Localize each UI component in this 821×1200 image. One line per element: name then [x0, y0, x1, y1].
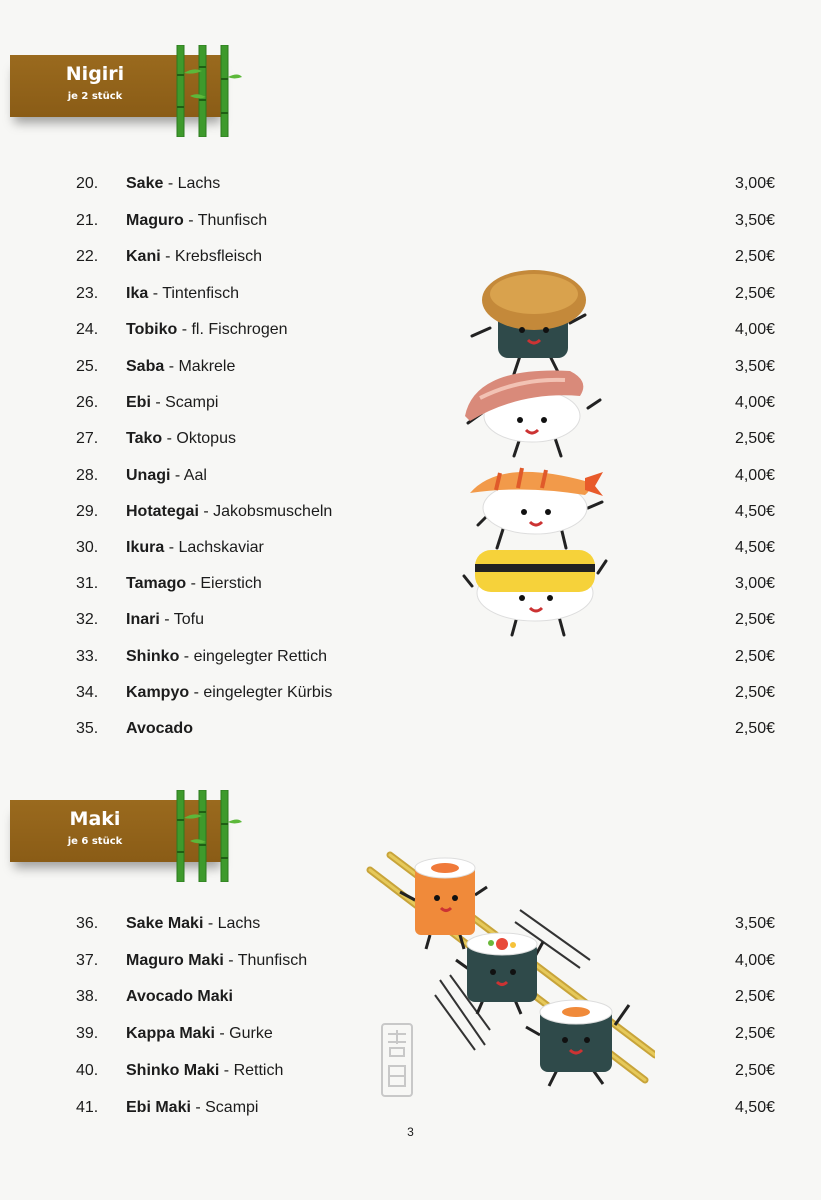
item-price: 4,50€: [734, 539, 775, 556]
item-number: 29.: [76, 503, 99, 520]
item-price: 3,50€: [734, 212, 775, 229]
item-number: 20.: [76, 175, 99, 192]
item-price: 2,50€: [734, 611, 775, 628]
menu-item: [0, 609, 821, 631]
item-number: 41.: [76, 1099, 99, 1116]
separator: -: [198, 503, 214, 520]
item-description: Gurke: [229, 1025, 273, 1042]
separator: -: [203, 915, 218, 932]
item-number: 24.: [76, 321, 99, 338]
item-description: Lachs: [177, 175, 221, 192]
item-number: 39.: [76, 1025, 99, 1042]
separator: -: [219, 1062, 234, 1079]
item-description: fl. Fischrogen: [191, 321, 288, 338]
item-name: Kampyo: [126, 684, 190, 701]
item-price: 2,50€: [734, 285, 775, 302]
item-description: Oktopus: [176, 430, 236, 447]
item-number: 35.: [76, 720, 99, 737]
item-number: 37.: [76, 952, 99, 969]
menu-item: [0, 465, 821, 487]
separator: -: [159, 611, 174, 628]
separator: -: [183, 212, 198, 229]
separator: -: [190, 1099, 206, 1116]
menu-item: [0, 428, 821, 450]
item-number: 27.: [76, 430, 99, 447]
item-name: Ika: [126, 285, 149, 302]
item-description: Krebsfleisch: [174, 248, 263, 265]
item-number: 36.: [76, 915, 99, 932]
item-price: 2,50€: [734, 684, 775, 701]
item-number: 38.: [76, 988, 99, 1005]
item-price: 2,50€: [734, 430, 775, 447]
menu-item: [0, 646, 821, 668]
menu-item: [0, 283, 821, 305]
bamboo-icon: [165, 790, 245, 882]
menu-item: [0, 718, 821, 740]
item-description: Lachs: [217, 915, 261, 932]
item-description: Tintenfisch: [162, 285, 239, 302]
item-price: 4,00€: [734, 394, 775, 411]
menu-item: [0, 537, 821, 559]
menu-item: [0, 173, 821, 195]
bamboo-icon: [165, 45, 245, 137]
item-description: Tofu: [173, 611, 204, 628]
item-description: Scampi: [165, 394, 219, 411]
item-name: Maguro: [126, 212, 184, 229]
item-description: eingelegter Kürbis: [203, 684, 333, 701]
item-name: Hotategai: [126, 503, 199, 520]
menu-item: [0, 319, 821, 341]
separator: -: [164, 539, 179, 556]
item-number: 22.: [76, 248, 99, 265]
item-name: Inari: [126, 611, 160, 628]
item-price: 4,50€: [734, 1099, 775, 1116]
item-price: 2,50€: [734, 988, 775, 1005]
item-price: 3,50€: [734, 358, 775, 375]
menu-item: [0, 356, 821, 378]
item-number: 21.: [76, 212, 99, 229]
item-number: 23.: [76, 285, 99, 302]
item-name: Kappa Maki: [126, 1025, 215, 1042]
section-title: Nigiri: [65, 63, 125, 85]
nigiri-stack-illustration: [460, 268, 610, 643]
item-description: Aal: [183, 467, 207, 484]
item-price: 4,00€: [734, 952, 775, 969]
separator: -: [170, 467, 184, 484]
item-description: Rettich: [233, 1062, 284, 1079]
item-number: 25.: [76, 358, 99, 375]
item-number: 31.: [76, 575, 99, 592]
separator: -: [189, 684, 204, 701]
item-name: Ebi Maki: [126, 1099, 191, 1116]
item-price: 2,50€: [734, 648, 775, 665]
item-description: eingelegter Rettich: [193, 648, 327, 665]
maki-section-banner: [10, 800, 225, 862]
menu-item: [0, 682, 821, 704]
item-name: Avocado: [126, 720, 193, 737]
menu-item: [0, 246, 821, 268]
menu-item: [0, 392, 821, 414]
section-subtitle: je 2 stück: [67, 91, 123, 102]
item-price: 2,50€: [734, 1025, 775, 1042]
nigiri-section-banner: [10, 55, 225, 117]
item-name: Tobiko: [126, 321, 178, 338]
item-name: Sake Maki: [126, 915, 204, 932]
item-name: Saba: [126, 358, 165, 375]
item-name: Maguro Maki: [126, 952, 224, 969]
section-title: Maki: [69, 808, 121, 830]
item-name: Shinko: [126, 648, 180, 665]
item-number: 40.: [76, 1062, 99, 1079]
separator: -: [163, 175, 178, 192]
item-number: 32.: [76, 611, 99, 628]
item-description: Eierstich: [200, 575, 262, 592]
item-number: 30.: [76, 539, 99, 556]
item-number: 34.: [76, 684, 99, 701]
separator: -: [186, 575, 201, 592]
separator: -: [223, 952, 238, 969]
item-number: 33.: [76, 648, 99, 665]
separator: -: [160, 248, 175, 265]
menu-item: [0, 573, 821, 595]
item-description: Thunfisch: [197, 212, 268, 229]
item-price: 2,50€: [734, 248, 775, 265]
item-price: 3,50€: [734, 915, 775, 932]
item-name: Shinko Maki: [126, 1062, 220, 1079]
separator: -: [150, 394, 166, 411]
item-price: 4,00€: [734, 467, 775, 484]
item-name: Kani: [126, 248, 161, 265]
separator: -: [148, 285, 163, 302]
separator: -: [214, 1025, 230, 1042]
item-number: 28.: [76, 467, 99, 484]
item-description: Scampi: [205, 1099, 259, 1116]
item-description: Thunfisch: [237, 952, 308, 969]
item-price: 2,50€: [734, 1062, 775, 1079]
menu-item: [0, 210, 821, 232]
item-name: Tamago: [126, 575, 187, 592]
item-price: 2,50€: [734, 720, 775, 737]
item-description: Lachskaviar: [178, 539, 264, 556]
item-price: 4,00€: [734, 321, 775, 338]
item-description: Makrele: [178, 358, 236, 375]
item-name: Ebi: [126, 394, 151, 411]
item-name: Avocado Maki: [126, 988, 233, 1005]
item-price: 3,00€: [734, 175, 775, 192]
item-price: 4,50€: [734, 503, 775, 520]
item-name: Tako: [126, 430, 163, 447]
item-name: Ikura: [126, 539, 165, 556]
item-price: 3,00€: [734, 575, 775, 592]
item-description: Jakobsmuscheln: [213, 503, 333, 520]
separator: -: [162, 430, 177, 447]
menu-item: [0, 501, 821, 523]
separator: -: [177, 321, 192, 338]
separator: -: [164, 358, 179, 375]
section-subtitle: je 6 stück: [67, 836, 123, 847]
separator: -: [179, 648, 194, 665]
maki-rolls-illustration: [365, 850, 655, 1125]
page-number: 3: [407, 1125, 414, 1139]
item-name: Sake: [126, 175, 164, 192]
item-number: 26.: [76, 394, 99, 411]
item-name: Unagi: [126, 467, 171, 484]
